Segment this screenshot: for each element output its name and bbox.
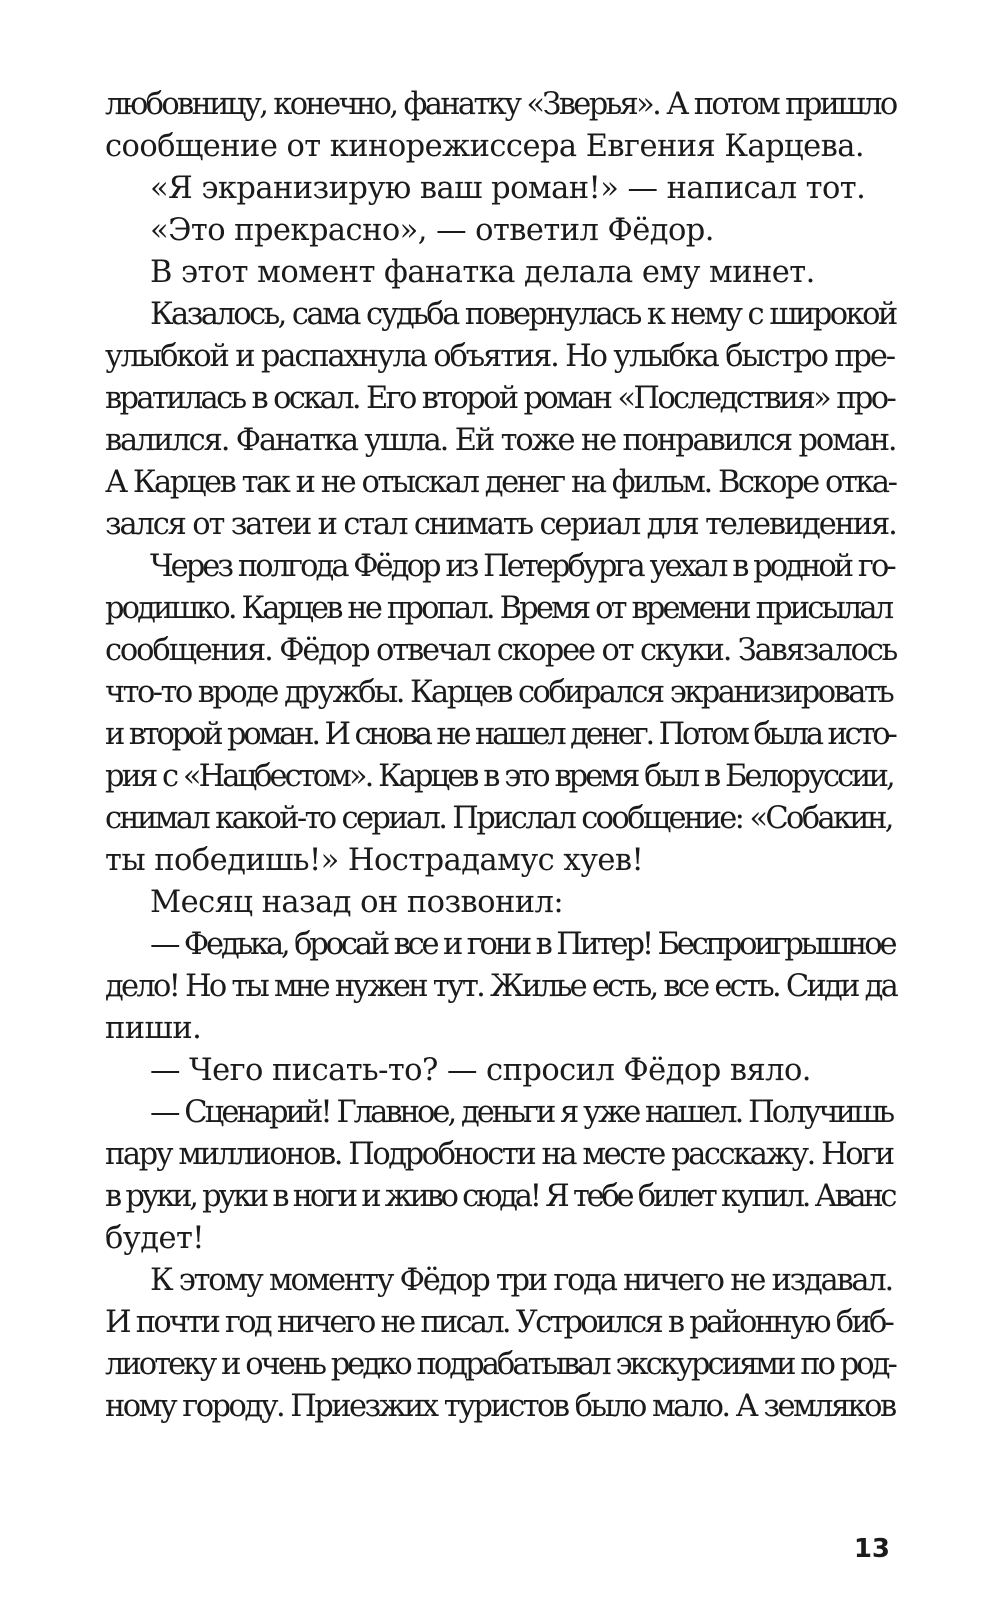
text-line: что-то вроде дружбы. Карцев собирался экранизировать — [105, 675, 893, 710]
text-line: ному городу. Приезжих туристов было мало. А земляков — [105, 1389, 895, 1424]
text-line: Казалось, сама судьба повернулась к нему с широкой — [150, 297, 896, 332]
text-line: пиши. — [105, 1011, 202, 1046]
text-line: К этому моменту Фёдор три года ничего не издавал. — [150, 1263, 892, 1298]
text-line: любовницу, конечно, фанатку «Зверья». А потом пришло — [105, 87, 896, 122]
text-line: «Это прекрасно», — ответил Фёдор. — [150, 213, 714, 248]
text-line: — Федька, бросай все и гони в Питер! Беспроигрышное — [150, 927, 895, 962]
text-line: будет! — [105, 1221, 204, 1256]
text-line: В этот момент фанатка делала ему минет. — [150, 255, 815, 290]
text-line: родишко. Карцев не пропал. Время от времени присылал — [105, 591, 892, 626]
text-line: «Я экранизирую ваш роман!» — написал тот. — [150, 171, 866, 206]
text-line: ты победишь!» Нострадамус хуев! — [105, 843, 644, 878]
text-line: пару миллионов. Подробности на месте расскажу. Ноги — [105, 1137, 893, 1172]
text-line: вратилась в оскал. Его второй роман «Последствия» про- — [105, 381, 895, 416]
page-number: 13 — [853, 1534, 890, 1564]
text-line: А Карцев так и не отыскал денег на фильм. Вскоре отка- — [105, 465, 896, 500]
text-line: валился. Фанатка ушла. Ей тоже не понравился роман. — [105, 423, 896, 458]
text-line: сообщение от кинорежиссера Евгения Карцева. — [105, 129, 865, 164]
text-line: Через полгода Фёдор из Петербурга уехал в родной го- — [150, 549, 894, 584]
text-line: И почти год ничего не писал. Устроился в районную биб- — [105, 1305, 893, 1340]
text-line: снимал какой-то сериал. Прислал сообщение: «Собакин, — [105, 801, 892, 836]
text-line: Месяц назад он позвонил: — [150, 885, 564, 920]
text-line: зался от затеи и стал снимать сериал для телевидения. — [105, 507, 896, 542]
text-line: сообщения. Фёдор отвечал скорее от скуки. Завязалось — [105, 633, 897, 668]
text-line: и второй роман. И снова не нашел денег. Потом была исто- — [105, 717, 895, 752]
text-line: дело! Но ты мне нужен тут. Жилье есть, все есть. Сиди да — [105, 969, 897, 1004]
text-line: лиотеку и очень редко подрабатывал экскурсиями по род- — [105, 1347, 895, 1382]
text-line: — Сценарий! Главное, деньги я уже нашел. Получишь — [150, 1095, 893, 1130]
text-line: рия с «Нацбестом». Карцев в это время был в Белоруссии, — [105, 759, 893, 794]
text-line: улыбкой и распахнула объятия. Но улыбка быстро пре- — [105, 339, 894, 374]
text-line: — Чего писать-то? — спросил Фёдор вяло. — [150, 1053, 811, 1088]
text-line: в руки, руки в ноги и живо сюда! Я тебе билет купил. Аванс — [105, 1179, 895, 1214]
